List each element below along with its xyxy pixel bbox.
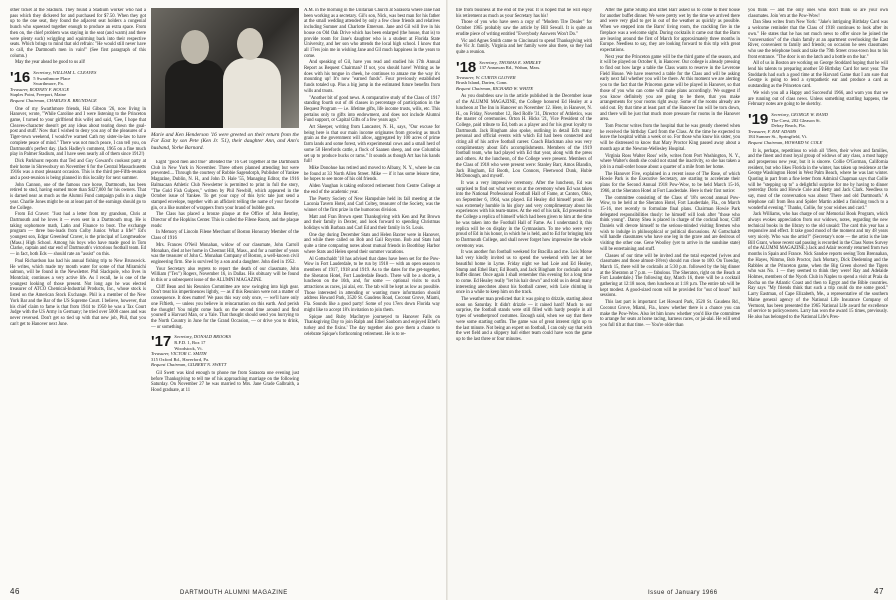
class-header-17	[151, 334, 299, 368]
photo-caption: Marie and Ken Henderson '16 were greeted on their return from the Far East by son Pete (Ken Jr. '51), their daughter Ann, and Ann's husband, Yorke Barnard.	[151, 132, 299, 151]
paragraph: Your Secretary also regrets to report the death of our classmate, John William ("Tex") Rogers, November 16, in Dallas. His obituary will be found in this or a subsequent issue of the ALUMNI MAGAZINE.	[151, 266, 299, 284]
paragraph: other ticket at the Stadium. They found a Stadium worker who had a pass which they dickered for and purchased for $7.50. When they got up to the one seat, they found the adjacent seat holders a congenial bunch who squeezed together enough to produce an extra space. From then on, the chief problem was staying in the seat (and warm) and there were plenty such) wriggling and squirming back into their respective seats. Which brings to mind that old refrain: "He would still never have to call, the Dartmouth men in vain!" (See first paragraph of this column.)	[10, 8, 146, 59]
address-line: Swarthmore, Pa.	[33, 81, 64, 87]
class-header-18	[456, 60, 592, 92]
page-number-left: 46	[10, 587, 20, 596]
address-line: The Crest, 202 Gleason St.	[771, 117, 821, 123]
address-line: 137 Annawan Rd., Waban, Mass.	[479, 65, 541, 71]
article-body	[304, 8, 440, 337]
address-line: Woodstock, Vt.	[174, 345, 203, 351]
paragraph: Mike Donohue has retired and moved to Albany, N. Y., where he can be found at 33 North Allen Street. Mike — if it has some leisure time, he hopes to see more of his old friends.	[304, 165, 440, 183]
paragraph: As you doubtless saw in the article published in the December issue of the ALUMNI MAGAZINE, the College honored Ed Healey at a luncheon at The Inn in Hanover on November 12. Here, in Hanover, N. H., on Friday, November 12, Red Rolfe '31, Director of Athletics, was the master of ceremonies. Orton H. Hicks '21, Vice President of the College, paid tribute to Ed, both as a player and for his great loyalty to Dartmouth. Jack Bingham also spoke, outlining in detail Ed's many personal and official events with which Ed had been connected and citing all of his active football career. Coach Blackman also was very complimentary about Ed's accomplishments. Members of the 1919 football team, who had played with Ed that year, along with the press and others. At the luncheon, of the College were present. Members of the Class of 1918 who were present were: Stanley Barr, Amos Blandin, Jack Bingham, Ed Booth, Lou Connors, Fleetwood Dunk, Hubie McDonough, and myself.	[456, 94, 592, 180]
paragraph: Paul Richardson has had his annual fishing trip to New Brunswick. He writes, which made my month water for some of that Miramichi salmon, will be found in the Newsletter. Phil Slackpole, who lives in Montclair, continues a very active life. As I recall, he is one of the youngest looking of those present. Not long ago he was elected treasurer of ATCO Chemical-Industrial Products, Inc., whose stock is listed on the American Stock Exchange. Phil is a member of the New York Bar and the Bar of the US Supreme Court. I believe, however, that his chief claim to fame is that from 1944 to 1950 he was a Tax Court Judge with the US Army in Germany; he tried over 5000 cases and was never reversed. Don't get so tied up with that new job, Phil, that you can't get to Hanover next June.	[10, 258, 146, 327]
article-body	[151, 371, 299, 394]
class-year-18: '18	[456, 58, 477, 76]
class-header-16	[10, 70, 146, 104]
right-column-2	[600, 8, 740, 588]
article-body	[151, 160, 299, 330]
paragraph: And speaking of Gil, have you read and studied his 17th Annual Report as Bequest Chairman? If not, you should have! Writing as he does with his tongue in cheek, he continues to amaze me the way it's mounting up! It's now "earned funds". Four previously established funds totaled up. Plus a big jump in the estimated future benefits from wills and trusts.	[304, 60, 440, 94]
paragraph: tire from business at the end of the year. It is hoped that he will enjoy his retirement as much as your Secretary has his!	[456, 8, 592, 19]
paragraph: We wish you all a Happy and Successful 1966, and warn you that we are running out of class news. Unless something startling happens, the February notes are going to be sketchy.	[748, 90, 888, 108]
address-line: Delray Beach, Fla.	[771, 123, 806, 129]
right-column-3	[748, 8, 888, 588]
paragraph: All of us in Boston are working on George Stoddard hoping that he will lend his talents to preparing another 50 Birthday Card for next year. The Stoddards had such a good time at the Harvard Game that I am sure that George is going to lend a sympathetic ear and produce a card as outstanding as the Princeton card.	[748, 61, 888, 90]
magazine-title-footer: DARTMOUTH ALUMNI MAGAZINE	[180, 590, 288, 596]
paragraph: This last part is important: Let Howard Park, 3520 St. Gaudens Rd., Coconut Grove, Miami, Fla., know whether there is a chance you can make the Pow-Wow. Also let him know whether you'd like the committee to arrange for seats at horse racing, harness races, or jai-alai. He will send you full tilt at that time. — You're older than	[600, 300, 740, 328]
bequest-line: Bequest Chairman, RICHARD W. WHITE	[456, 85, 534, 91]
paragraph: you think — and the only ones who don't think so are your own classmates. Join 'em at the Pow-Wow!	[748, 8, 888, 19]
paragraph: Those of you who have seen a copy of "Modern Tire Dealer" for October 1965 probably saw the article by Bill Sewall. It is quite an erudite piece of writing entitled "Everybody Answers Won't Do."	[456, 20, 592, 37]
paragraph: Virginia Ross Walter Ross' wife, writes from Port Washington, N. Y., where Walter's death she could not stand the inactivity, so she has taken a job in a mail-order house about a quarter of a mile from her home.	[600, 153, 740, 170]
bequest-line: Bequest Chairman, HOWARD W. COLE	[748, 139, 823, 145]
article-body	[748, 8, 888, 108]
paragraph: The Poetry Society of New Hampshire held its fall meeting at the Laconia Tavern Hotel, and Carl Coltey, treasurer of the Society, was the winner of the first prize in the humorous division.	[304, 196, 440, 213]
paragraph: After the game Stump and Ethel Barr asked us to come to their house for another buffet dinner. We were pretty wet by the time we arrived there and were very glad to get in out of the weather as quickly as possible. When we stepped into the Barrs' living room, the crackling fire in the fireplace was a welcome sight. During cocktails it came out that the Barrs are leaving around the first of March for approximately three months in Europe. Needless to say, they are looking forward to this trip with great expectations.	[600, 8, 740, 53]
paragraph: A.M. in the morning in the Unitarian Church at Sarasota where Jane had been working as a secretary. Gil's son, Nick, was best man for his father at the small wedding attended by only a few close friends and relatives including Sumner and Charlotte Emerson. Jane and Gil will live in his house on Old Oak Drive which has been enlarged (the house, that is) to provide room for Jane's daughter who is a student at Florida State University, and her son who attends the local high school. I know that all 17ers join me in wishing Jane and Gil much happiness in the years to come.	[304, 8, 440, 59]
paragraph: Gil Swett was kind enough to phone me from Sarasota one evening just before Thanksgiving to tell me of his approaching marriage on the following Saturday. On November 27 he was married to Mrs. Jane Grade Galbraith, a Hood graduate, at 11	[151, 370, 299, 394]
article-body	[600, 8, 740, 329]
class-year-16: '16	[10, 69, 31, 87]
paragraph: Art Skeeper, writing from Lancaster, N. H., says, "Our excuse for being here is that our main income originates from growing as much grain as the government will allow, aggregated by 100 acres of prime farm lands and some forest, with experimental cows and a small herd of some 50 Herefords cattle, a flock of Saanen sheep, and one Columbia set up to produce bucks or rams." It sounds as though Art has his hands full!	[304, 125, 440, 165]
secretary-line: Secretary, THOMAS E. SHIRLEY	[479, 59, 541, 65]
paragraph: It was a very impressive ceremony. After the luncheon, Ed was surprised to find out what went on at the ceremony when Ed was taken into the National Professional Football Hall of Fame, at Canton, Ohio, on September 6, 1964, was played. Ed Healey did himself proud. He was extremely humble in his glory and very complimentary about his experiences with his team-mates. At the end of his talk, Ed presented to the College a replica of himself which had been given to him at the time he was taken into the Football Hall of Fame. As I understand it, this replica will be on display in the Gymnasium. To me who were very proud of Ed in his honor, in which he is held, and to Ed for bringing him to Dartmouth College, and shall never forget how impressive the whole ceremony was.	[456, 180, 592, 249]
address-line: Staples Point, Freeport, Maine	[10, 92, 67, 98]
paragraph: Dick Parkhurst reports that Ted and Guy Goward's cookout party at their home in Shrewsbury on November 6 for the Central Massachusetts 1916s was a most pleasant occasion. This is the third pre-Fifth-reunion and a post-reunion is being planned in this locality for next summer.	[10, 158, 146, 182]
paragraph: Eight "good men and true" attended the '16 Get Together at the Dartmouth Club in New York in November. Three others planned attending but were prevented.... Through the courtesy of Robbie Sagendorph, Publisher of Yankee Magazine, Dublin, N. H., and John D. Hale '55, Managing Editor, the 1916 Balmacaan Athletic Club Newsletter is permitted to print in full the story, "The Gold Fish Gulpers," written by Phil Newbill, which appeared in the October issue of Yankee. To get your copy of this lyric tale just send a stamped envelope, together with an affidavit telling the name of your favorite gin, or a like number of wrappers from your brand of bubble gum.	[151, 160, 299, 211]
paragraph: Classes of our time will be invited and the total expected (wives and classmates and those almost-18'ers) should run close to 100. On Tuesday, March 15, there will be cocktails at 5:30 p.m. followed by the big dinner at the Sheraton at 7 p.m. — fabulous. The Sheraton, right on the Beach at Fort Lauderdale.) The following day, March 16, there will be a cocktail gathering at 12:18 noon, then luncheon at 1:18 p.m. The entire tab will be kept modest. A good-sized room will be provided for "out of hours" bull sessions.	[600, 253, 740, 299]
address-line: 315 Oxford Rd., Haverford, Pa.	[151, 356, 210, 362]
class-year-17: '17	[151, 333, 172, 351]
class-year-19: '19	[748, 110, 769, 128]
paragraph: Jack Williams, who has charge of our Memorial Book Program, which always evokes appreciation from our widows, notes, regarding the new technical books in the library to the old unsaid: The card this year has a responsive and effect. It take good mood of the moment and my 48 years very nicely. Who was the artist?" (Secretary's note — the artist is the late Bill Grant, whose recent sad passing is recorded in the Class Notes Survey of the ALUMNI MAGAZINE.) Jack and Adair recently returned from two months in Spain and France. Nick Sandoe reports seeing Tom Brennahan, the Hayes, Nimmo, Bob Proctor, Jack Mortary, Dick Diedeming and the Rabbles at the Princeton game, when the Big Green shoved the Tigers who was No. 1 — they seemed to think they were! Ray and Adelaide Holmes, members of the Nyork Club in Naples to spend a visit at Praia da Rocha on the Atlantic Coast and then to Egypt and the Bible countries. Ray says "My friends think that such a trip could do me some good." Larry Eastman, of Cape Elizabeth, Me., a representative of the southern Maine general agency of the National Life Insurance Company of Vermont, has been presented the 1965 National Life award for excellence of service to policyowners. Larry has won the award 15 times, previously. He also has belonged to the National Life's Pres-	[748, 212, 888, 320]
paragraph: It was another fun football weekend for Bracilla and me. Lois Morse had very kindly invited us to spend the weekend with her at her beautiful home in Lyme. Friday night we had Loie and Ed Healey, Stump and Ethel Barr, Ed Booth, and Jack Bingham for cocktails and a buffet dinner. Once again I shall remember this evening for a long time to come. Ed Healey really "let his hair down" and told us in detail many interesting anecdotes about his football career, with Loie chiming in once in a while to keep him on the track.	[456, 250, 592, 296]
address-line: Brush Island, Darien, Conn.	[456, 80, 508, 86]
left-column-2	[151, 160, 299, 588]
right-column-1	[456, 8, 592, 588]
article-body	[456, 8, 592, 56]
address-line: 184 Sumner St., Springfield, Vt.	[748, 134, 808, 140]
paragraph: Spique and Ruby MacIntyre journeyed to Hanover Falls on Thanksgiving Day to join Ralph and Ethel Sanborn and enjoyed Ethel's turkey and the fixins.' The day together also gave them a chance to celebrate Spique's forthcoming retirement. He is to re-	[304, 314, 440, 337]
paragraph: May the year ahead be good to us all!	[15, 60, 86, 66]
paragraph: Mrs. Frances O'Neil Monahan, widow of our classmate, John Carroll Monahan, died at her home in Chestnut Hill, Mass., and for a number of years was the treasurer of John C. Monahan Company of Boston, a well-known civil engineering firm. She is survived by a son and a daughter. John died in 1952.	[151, 242, 299, 265]
paragraph: One of my Swarthmore friends, Hal Gibson '26, now living in Hanover, wrote, "While Caroline and I were listening to the Princeton game, I turned to your girlfriend this wife) and said, 'Gee, I hope that Cleaves-character doesn't get any ideas about tearing down the goal-post and stuff.' Now that I wished to deny you any of the pleasures of a Tiger-town weekend, I would've warned Cath my sister-in-law to have complete peace of mind." There was not much peace, I can tell you, on Dartmouth's perfect day. (Jack Hadley's comment, 1965 on a fine much play in Palmer Stadium, and I have seen nearly all of them since 1912!)	[10, 106, 146, 158]
address-line: R.F.D. 1, Box 17	[174, 339, 206, 345]
paragraph: Vic and Agnes Smith came to Cincinnati to spend Thanksgiving with the Vic Jr. family. Virginia and her family were also there, so they had quite a reunion.	[456, 38, 592, 55]
page-number-right: 47	[874, 587, 884, 596]
paragraph: The Hanover Five, explained in a recent issue of The Rose, of which Howie Park is the Executive Secretary, are starting to accelerate their plans for the Second Annual 1918 Pow-Wow, to be held March 15-16, 1966, at the Sheraton Hotel at Fort Lauderdale. Here is their first notice:	[600, 171, 740, 194]
left-column-3	[304, 8, 440, 588]
paragraph: John Cannon, one of the famous race horse, Dartmouth, has been retired to stud, having earned more than $427,000 for his owners. That is darned near as much as the Alumni Fund campaign pulls in a single year. Charlie Jones might be on at least part of the earnings should go to the College.	[10, 182, 146, 211]
paragraph: Alden Vaughan is taking enforced retirement from Centre College at the end of the academic year.	[304, 184, 440, 195]
issue-date-footer: Issue of January 1966	[648, 590, 718, 596]
class-header-19	[748, 112, 888, 146]
secretary-line: Secretary, DONALD BROOKS	[174, 334, 231, 340]
right-page	[448, 0, 896, 600]
paragraph: Next year the Princeton game will be the third game of the season, and it will be played on October 8, in Hanover. Our college is already pressing to find out how large a table the Class wants to reserve in the Leverone Field House. We have reserved a table for the Class and will be asking early next fall whether you will be there. At this moment we are alerting you to the fact that the Princeton game will be played in Hanover, so that those of you who can come will make plans accordingly. We suggest if you know definitely you are going to be there, that you make arrangements for your rooms right away. Some of the rooms already are sold out. By that time at least part of the Hanover Inn will be torn down, and there will be just that much more pressure for rooms in the Hanover area.	[600, 54, 740, 123]
paragraph: Tom Proctor writes from the hospital that he was greatly cheered when he received the birthday Card from the Class. At the time he expected to leave the hospital within a week or so. For those who know his sister, you will be distressed to know that Mary Proctor King passed away about a month ago at the Newton-Wellesley Hospital.	[600, 124, 740, 152]
paragraph: The Class has placed a bronze plaque at the Office of John Bentley, Director of the Hopkins Center. This is called the Filene Room, and the plaque reads:	[151, 212, 299, 229]
paragraph: Cliff Bean and his Reunion Committee are now swinging into high gear. Don't treat his impertinences lightly, — as if this Reunion were not a matter of consequence. It does matter! We pass this way only once, — we'll have only one Fiftieth, — unless you believe in reincarnation on this earth. And perish the thought! You might come back on the second time around and find yourself a Harvard Man, or a Yale. That thought should send you hurrying to the North Country in June for the Grand Occasion, — or drive you to drink, — or something.	[151, 284, 299, 330]
address-line: 5 Swarthmore Place	[33, 75, 71, 81]
paragraph: It is, perhaps, repetitious to wish all '19ers, their wives and families, and the finest and most loyal group of widows of any class, a most happy and prosperous new year, but it is sincere. Collie O'Gorman, California resident, but who likes Florida in the winter, has taken up residence at the George Washington Hotel in West Palm Beach, where he was last winter. Quoting in part from a fine letter from Admiral Chapman says that Collie will be "stepping up to" a delightful surprise for me by having to dinner yesterday Doris and Howie Cole and Betty and Jack Clark. Needless to say, most of the conversation was about 'There and old Dartmouth.' A telephone call from Bea and Spider Martin added a finishing touch to a wonderful evening." Thanks, Collie, for your wishes and card."	[748, 148, 888, 211]
paragraph: The weather man predicted that it was going to drizzle, starting about noon on Saturday. It didn't drizzle — it rained hard! Much to our surprise, the football stands were still filled with hardy people in all types of weatherproof costumes. Enough said, when we say that there were some starting outfits. The game was of great interest right up to the last minute. Not being an expert on football, I can only say that with the wet field and a slippery ball either team could have won the game up to the last three or four minutes.	[456, 297, 592, 342]
article-body	[748, 149, 888, 321]
bequest-line: Bequest Chairman, GILBERT N. SWETT	[151, 362, 227, 368]
paragraph: "Another bit of good news. A comparative study of the Class of 1917 standing fourth out of 46 classes in percentage of participation in the Bequest Program — i.e. lifetime gifts, life income trusts, wills, etc. This pertains only to gifts into endowment, and does not include Alumni Fund support, or Capital Gifts of a few years ago."	[304, 95, 440, 124]
paragraph: In Memory of Lincoln Filene Merchant of Boston Honorary Member of the Class of 1916	[151, 230, 299, 242]
treasurer-line: Treasurer, VICTOR C. SMITH	[151, 351, 207, 357]
paragraph: The committee consisting of the Class of '18's second annual Pow-Wow, to be held at the Sheraton Hotel, Fort Lauderdale, Fla., on March 15-16, met recently to formulate final plans. Chairman Howie Park delegated responsibilities thusly: he himself will look after "those who think young". Danny Shea is placed in charge of the cocktail hour, Cliff Daniels will devote himself to the serious-minded visiting firemen who wish to indulge in philosophical or political discussions. Al Gottschaldt will handle classmates who have one leg in the grave and are desirous of visiting the other one. Gene Woolley (yet to arrive in the sunshine state) will be entertaining and stuff.	[600, 195, 740, 252]
paragraph: From Ed Craver: "Just had a letter from my grandson, Chris at Dartmouth and he loves it — even sent in a Dartmouth mug. He is taking sophomore math, Latin and Finance to boot. The exchange program — three bus-loads from Colby Junior. What a life!" Ed's youngest son, Edgar Greenleaf Craver, is the principal of Longmeadow (Mass.) High School. Among his boys who have made good in Tom Clarke, captain and star end of Dartmouth's victorious football team. Ed — in fact, both Eds — should rate an "assist" on this.	[10, 212, 146, 258]
left-column-1	[10, 8, 146, 588]
article-body	[10, 107, 146, 328]
paragraph: Matt and Fran Brown spent Thanksgiving with Ken and Pat Brown and their family in Dexter, and look forward to spending Christmas holidays with Barbara and Carl Ed and their family in St. Louis.	[304, 214, 440, 232]
bequest-line: Bequest Chairman, CHARLES R. BRUNDAGE	[10, 98, 97, 103]
paragraph: One day during December Stats and Helen Baxter were in Hanover, and while there called on Bob and Gail Royston. Bob and Stats had quite a time comparing notes about mutual friends in Boothbay Harbor where Stats and Helen spend their summer vacations.	[304, 232, 440, 255]
secretary-line: Secretary, WILLIAM L. CLEAVES	[33, 70, 97, 76]
intro-text	[10, 8, 146, 66]
treasurer-line: Treasurer, RODNEY F. HOUGE	[10, 86, 70, 92]
treasurer-line: Treasurer, F. RAY ADAMS	[748, 128, 797, 134]
secretary-line: Secretary, GEORGE W. RAND	[771, 111, 828, 117]
article-body	[456, 94, 592, 342]
treasurer-line: Treasurer, W. CURTIS GLOVER	[456, 74, 516, 80]
class-photo	[151, 8, 299, 128]
paragraph: Dan Shea writes from New York: "Jake's intriguing Birthday Card was a welcome reminder that the Class of 1918 continues to look after its own." He states that he has not much news to offer since he joined the "conversation" of the chain family at an apartment overlooking the East River, convenient to family and friends; on occasion he sees classmates who use the telephone book and take the 79th Street cross-town bus to his front entrance. "The door is on the latch and a bottle on the bar."	[748, 20, 888, 60]
paragraph: Al Gottschaldt '18 has advised that dates have been set for the Pow-Wow in Fort Lauderdale, to be run by 1918 — with an open season to members of 1917, 1918 and 1919. As to the dates for the get-together, the Sheraton Hotel, Fort Lauderdale Beach. There will be a shortie, a luncheon on the 16th, and, for some — optional visits to such attractions as races, jai alai, etc. The tab will be kept as low as possible. Those interested in attending or wanting more information should address Howard Park, 3520 St. Gaudens Road, Coconut Grove, Miami, Fla. Sounds like a good party! Some of you 17ers down Florida way might like to accept 18's invitation to join them.	[304, 256, 440, 313]
